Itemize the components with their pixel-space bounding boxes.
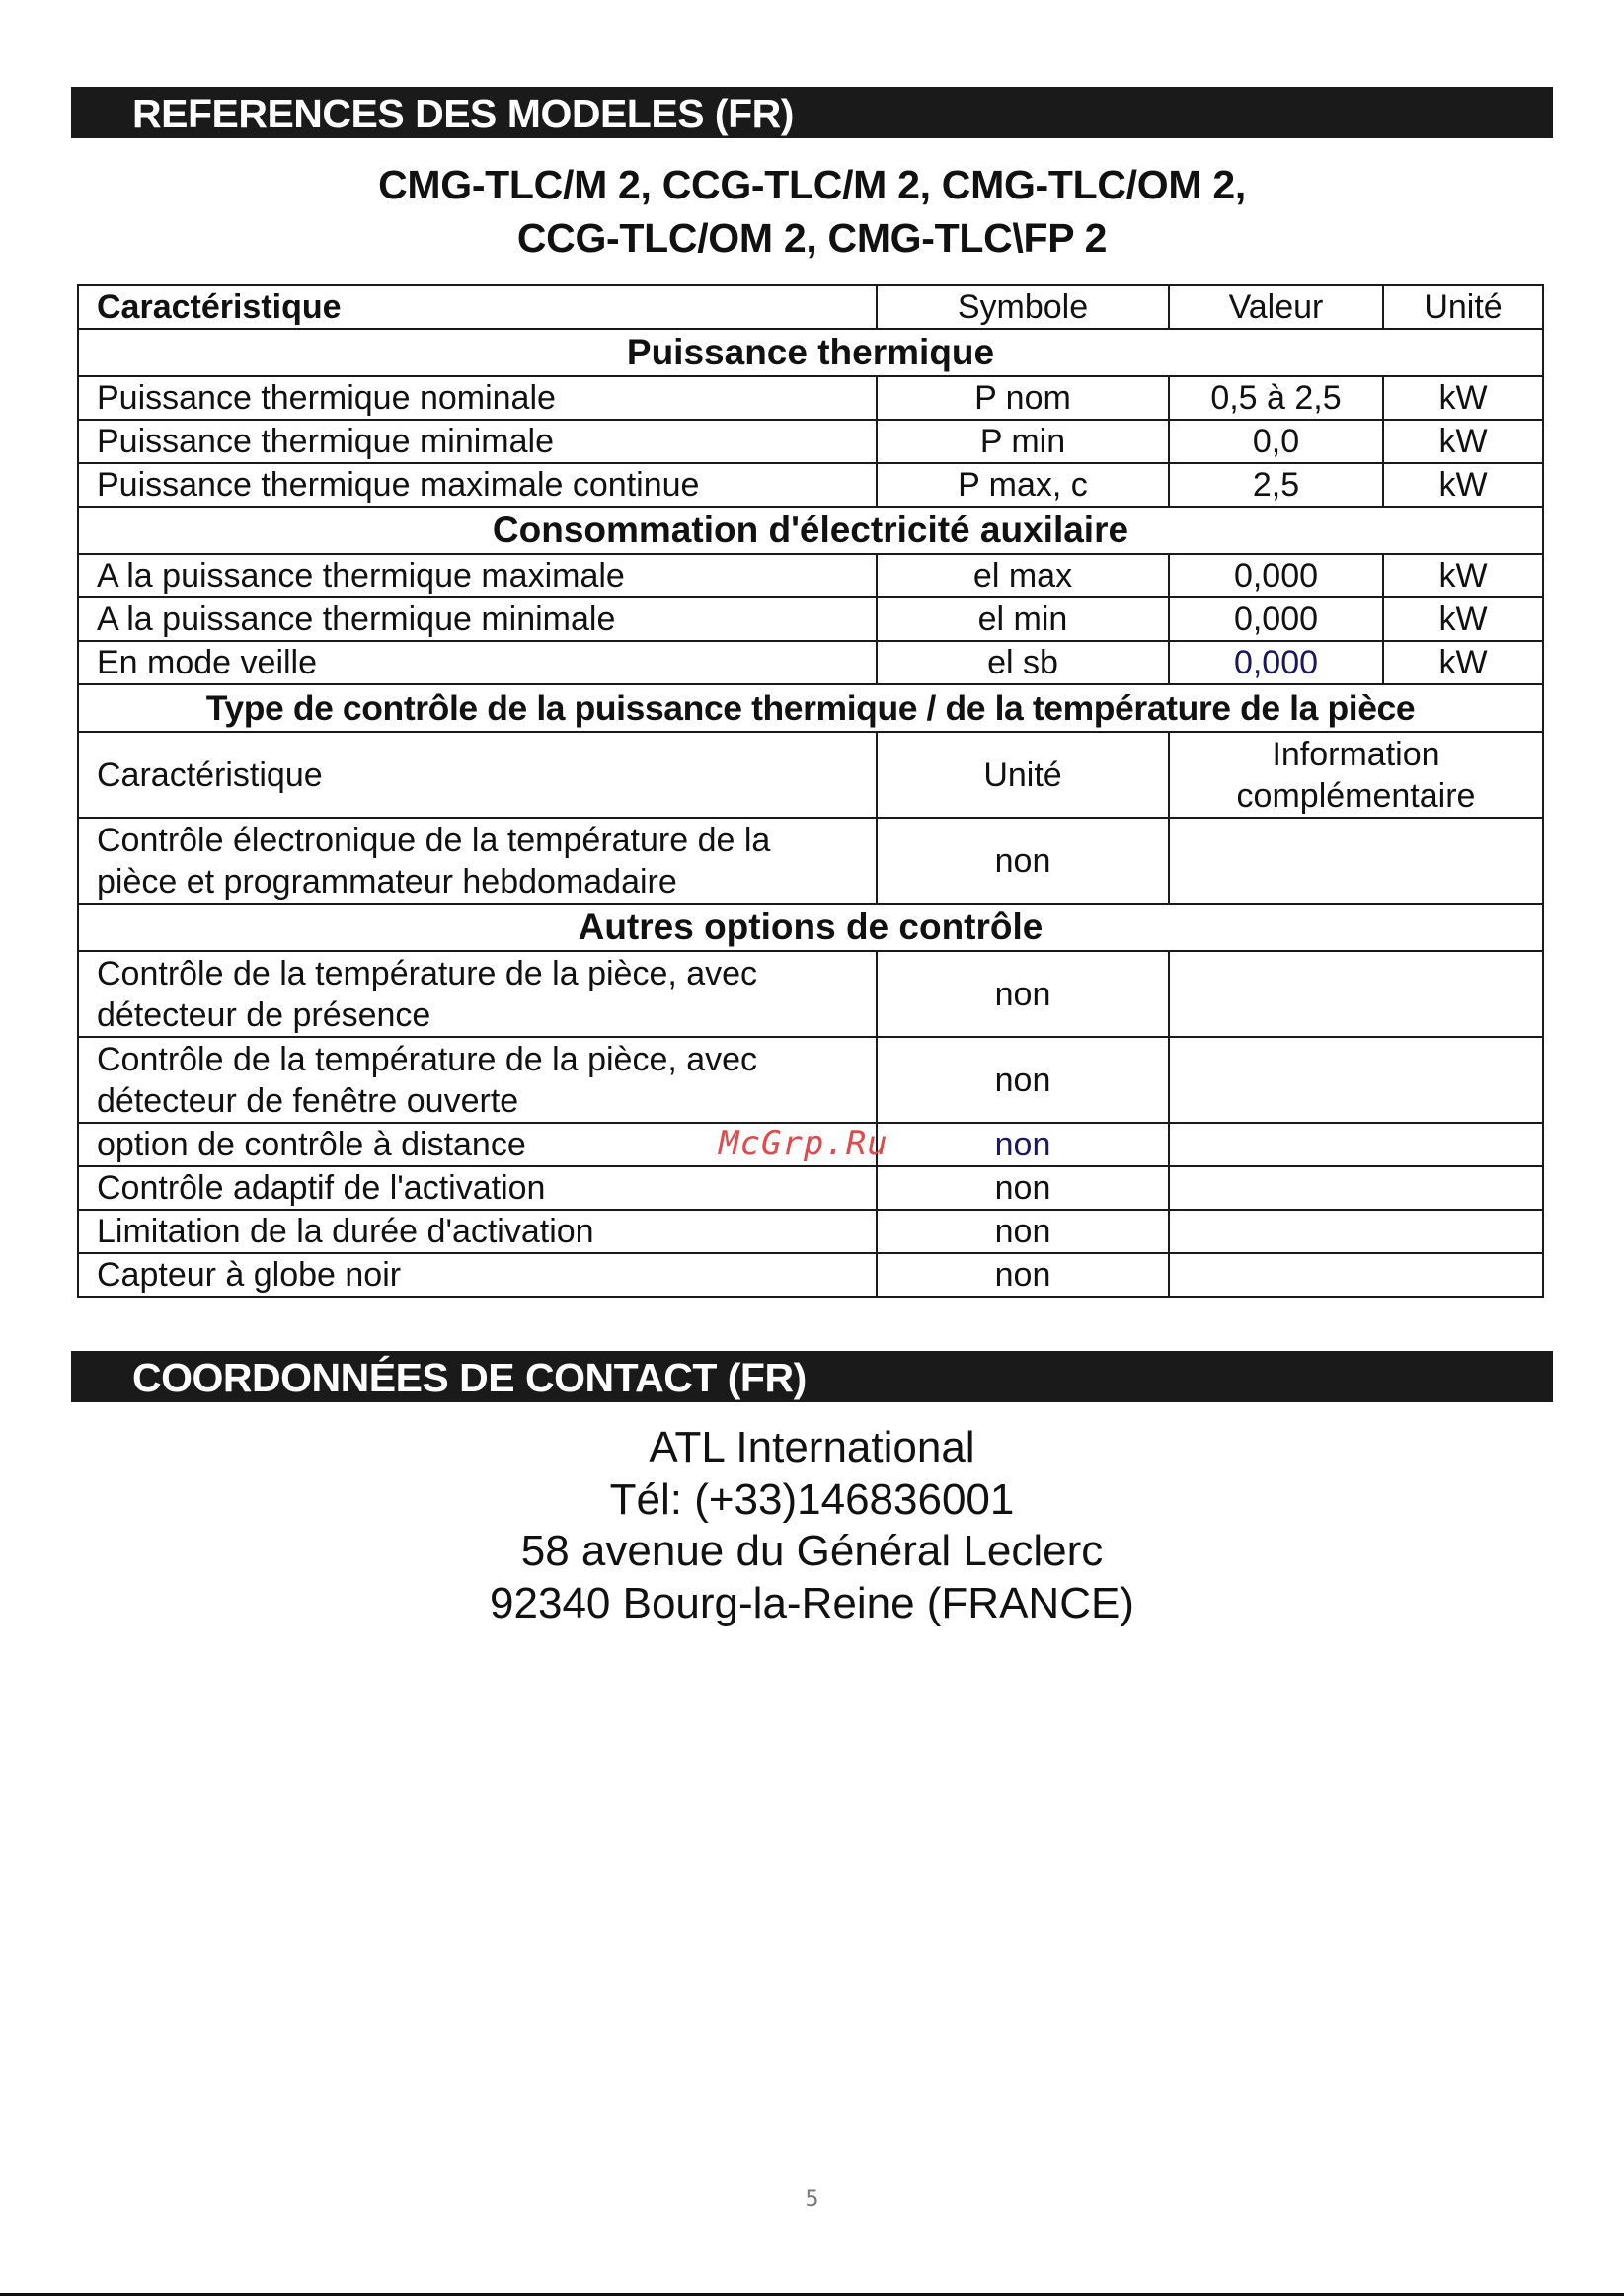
row-label: Puissance thermique maximale continue (78, 463, 877, 507)
row-unit: non (877, 951, 1169, 1037)
row-value: 2,5 (1169, 463, 1383, 507)
table-header-row (78, 285, 1543, 329)
header-characteristic: Caractéristique (78, 285, 877, 329)
row-label: A la puissance thermique minimale (78, 597, 877, 641)
table-row (78, 376, 1543, 420)
header-value: Valeur (1169, 285, 1383, 329)
row-unit: non (877, 1210, 1169, 1253)
row-value: 0,000 (1169, 597, 1383, 641)
section-header-contact: COORDONNÉES DE CONTACT (FR) (71, 1351, 1553, 1402)
section-title-other-options: Autres options de contrôle (78, 904, 1543, 951)
row-unit: kW (1383, 463, 1543, 507)
row-symbol: el max (877, 554, 1169, 597)
row-label: En mode veille (78, 641, 877, 684)
section-title-electricity: Consommation d'électricité auxilaire (78, 507, 1543, 554)
contact-street: 58 avenue du Général Leclerc (520, 1527, 1104, 1575)
control-header-info (1169, 732, 1543, 818)
row-label-line-1: Contrôle de la température de la pièce, avec (97, 1040, 758, 1078)
row-symbol: P nom (877, 376, 1169, 420)
row-info (1169, 1166, 1543, 1210)
row-label (78, 1037, 877, 1123)
table-row (78, 420, 1543, 463)
row-label (78, 818, 877, 904)
table-row (78, 463, 1543, 507)
section-row-electricity (78, 507, 1543, 554)
row-value: 0,000 (1169, 641, 1383, 684)
row-value: 0,5 à 2,5 (1169, 376, 1383, 420)
control-header-characteristic: Caractéristique (78, 732, 877, 818)
table-row (78, 554, 1543, 597)
control-header-unit: Unité (877, 732, 1169, 818)
row-unit: kW (1383, 554, 1543, 597)
row-symbol: el min (877, 597, 1169, 641)
row-label-line-2: détecteur de présence (97, 995, 431, 1034)
control-header-info-line-1: Information (1272, 735, 1440, 773)
table-row (78, 1253, 1543, 1297)
row-label: Capteur à globe noir (78, 1253, 877, 1297)
row-label: Puissance thermique nominale (78, 376, 877, 420)
section-row-other-options (78, 904, 1543, 951)
section-header-model-references: REFERENCES DES MODELES (FR) (71, 87, 1553, 138)
row-unit: kW (1383, 420, 1543, 463)
row-label-line-1: Contrôle de la température de la pièce, avec (97, 954, 758, 992)
row-unit: kW (1383, 597, 1543, 641)
row-info (1169, 1253, 1543, 1297)
row-symbol: P min (877, 420, 1169, 463)
row-unit: kW (1383, 376, 1543, 420)
row-value: 0,0 (1169, 420, 1383, 463)
row-info (1169, 1037, 1543, 1123)
contact-block (0, 1422, 1624, 1629)
page-number: 5 (805, 2187, 819, 2212)
row-label: Contrôle adaptif de l'activation (78, 1166, 877, 1210)
row-unit: non (877, 1166, 1169, 1210)
row-info (1169, 1210, 1543, 1253)
row-info (1169, 1123, 1543, 1166)
row-unit: kW (1383, 641, 1543, 684)
row-symbol: P max, c (877, 463, 1169, 507)
header-symbol: Symbole (877, 285, 1169, 329)
model-list (0, 158, 1624, 265)
table-row (78, 641, 1543, 684)
row-label-line-2: détecteur de fenêtre ouverte (97, 1081, 519, 1120)
model-list-line-2: CCG-TLC/OM 2, CMG-TLC\FP 2 (516, 215, 1108, 261)
row-info (1169, 951, 1543, 1037)
header-unit: Unité (1383, 285, 1543, 329)
row-unit: non (877, 1037, 1169, 1123)
row-label: Puissance thermique minimale (78, 420, 877, 463)
row-value: 0,000 (1169, 554, 1383, 597)
table-row (78, 1037, 1543, 1123)
row-label: option de contrôle à distance (78, 1123, 877, 1166)
contact-phone: Tél: (+33)146836001 (609, 1474, 1015, 1524)
section-row-heat-output (78, 329, 1543, 376)
section-title-control-type: Type de contrôle de la puissance thermique / de la température de la pièce (78, 684, 1543, 732)
row-label-line-2: pièce et programmateur hebdomadaire (97, 862, 677, 901)
model-list-line-1: CMG-TLC/M 2, CCG-TLC/M 2, CMG-TLC/OM 2, (378, 162, 1246, 207)
row-label-line-1: Contrôle électronique de la température de la (97, 821, 771, 859)
row-label: A la puissance thermique maximale (78, 554, 877, 597)
row-symbol: el sb (877, 641, 1169, 684)
row-info (1169, 818, 1543, 904)
row-label (78, 951, 877, 1037)
section-row-control-type (78, 684, 1543, 732)
table-row (78, 1210, 1543, 1253)
table-row (78, 1166, 1543, 1210)
table-row (78, 818, 1543, 904)
watermark: McGrp.Ru (719, 1124, 889, 1163)
row-label: Limitation de la durée d'activation (78, 1210, 877, 1253)
table-row (78, 597, 1543, 641)
row-unit: non (877, 1253, 1169, 1297)
table-row (78, 951, 1543, 1037)
contact-city: 92340 Bourg-la-Reine (FRANCE) (490, 1578, 1134, 1627)
contact-company: ATL International (649, 1423, 975, 1471)
control-header-info-line-2: complémentaire (1236, 776, 1476, 815)
row-unit: non (877, 1123, 1169, 1166)
control-header-row (78, 732, 1543, 818)
row-unit: non (877, 818, 1169, 904)
section-title-heat-output: Puissance thermique (78, 329, 1543, 376)
